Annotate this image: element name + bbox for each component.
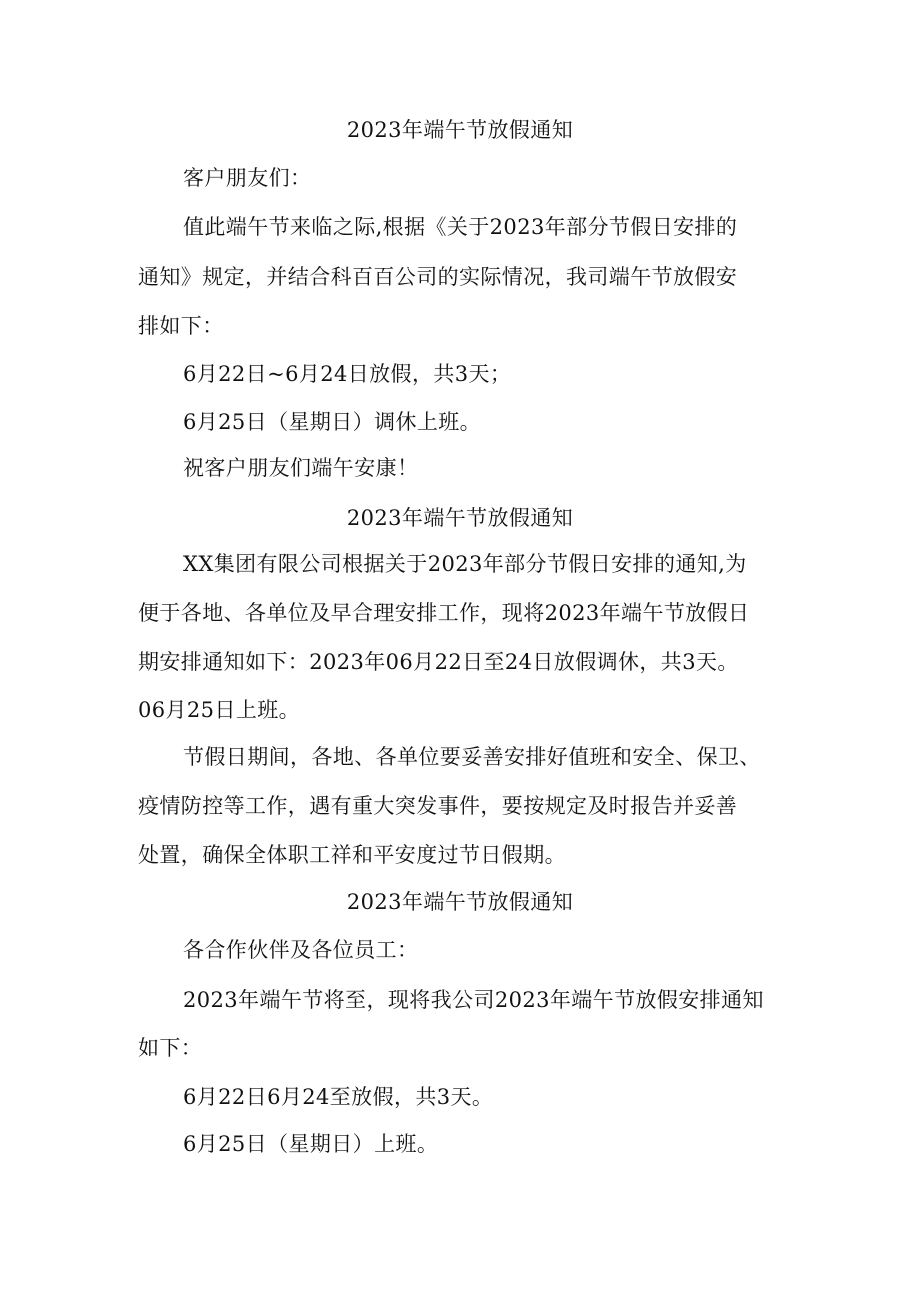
section-3-paragraph-line-1: 2023年端午节将至，现将我公司2023年端午节放假安排通知: [183, 988, 764, 1012]
section-1-greeting: 客户朋友们：: [183, 166, 312, 190]
section-1-paragraph-line-1: 值此端午节来临之际,根据《关于2023年部分节假日安排的: [183, 215, 738, 239]
section-2-paragraph1-line-3: 期安排通知如下：2023年06月22日至24日放假调休，共3天。: [138, 650, 739, 674]
section-3-paragraph-line-2: 如下：: [138, 1036, 203, 1060]
section-2-paragraph1-line-2: 便于各地、各单位及早合理安排工作，现将2023年端午节放假日: [138, 601, 750, 625]
section-2-paragraph2-line-3: 处置，确保全体职工祥和平安度过节日假期。: [138, 843, 566, 867]
section-3-title: 2023年端午节放假通知: [346, 890, 574, 914]
section-2-paragraph2-line-1: 节假日期间，各地、各单位要妥善安排好值班和安全、保卫、: [183, 745, 761, 769]
section-3-schedule-line-2: 6月25日（星期日）上班。: [183, 1132, 439, 1156]
section-1-schedule-line-2: 6月25日（星期日）调休上班。: [183, 410, 482, 434]
section-3-schedule-line-1: 6月22日6月24至放假，共3天。: [183, 1085, 494, 1109]
section-2-paragraph1-line-4: 06月25日上班。: [138, 698, 301, 722]
section-1-schedule-line-1: 6月22日~6月24日放假，共3天；: [183, 362, 512, 386]
section-1-title: 2023年端午节放假通知: [346, 118, 574, 142]
section-1-paragraph-line-2: 通知》规定，并结合科百百公司的实际情况，我司端午节放假安: [138, 265, 738, 289]
section-3-greeting: 各合作伙伴及各位员工：: [183, 938, 419, 962]
section-2-title: 2023年端午节放假通知: [346, 506, 574, 530]
section-2-paragraph2-line-2: 疫情防控等工作，遇有重大突发事件，要按规定及时报告并妥善: [138, 794, 738, 818]
section-1-closing: 祝客户朋友们端午安康！: [183, 456, 419, 480]
section-1-paragraph-line-3: 排如下：: [138, 314, 224, 338]
section-2-paragraph1-line-1: XX集团有限公司根据关于2023年部分节假日安排的通知,为: [183, 552, 747, 576]
